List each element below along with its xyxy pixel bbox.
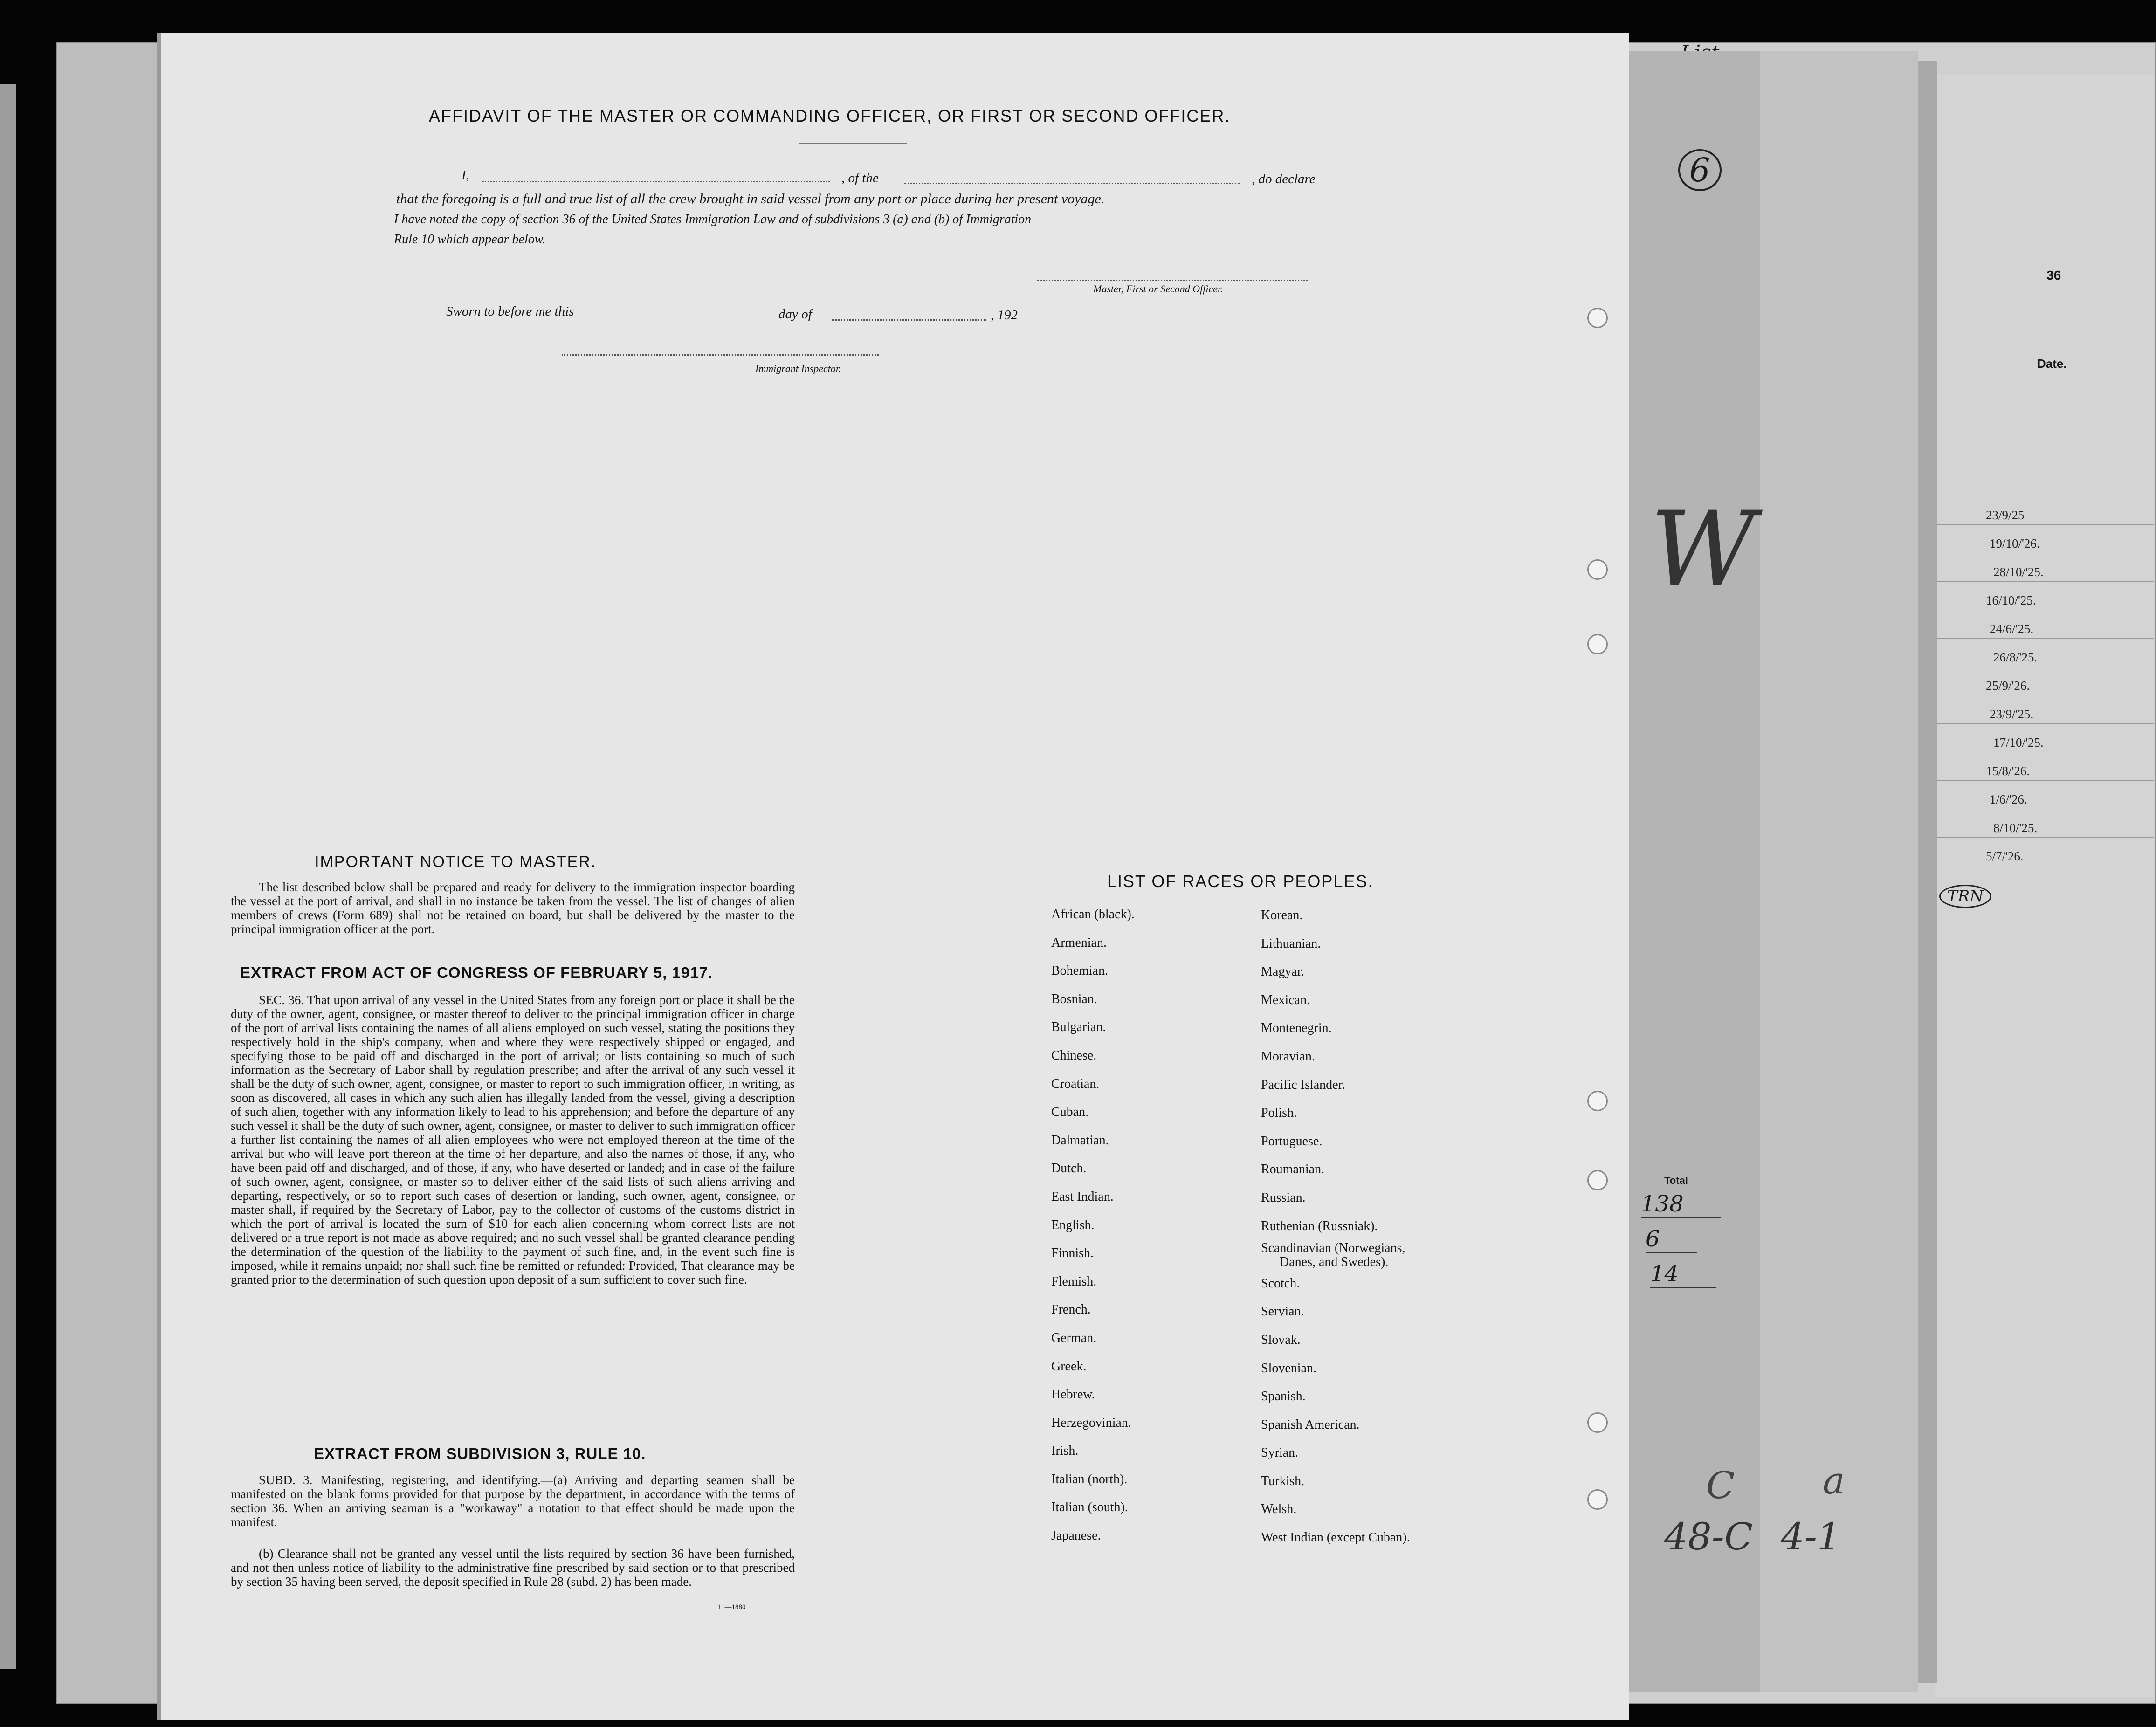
act-title: EXTRACT FROM ACT OF CONGRESS OF FEBRUARY 5, 1917.: [240, 964, 713, 981]
race-item: Ruthenian (Russniak).: [1261, 1218, 1378, 1233]
affidavit-do-declare: , do declare: [1252, 172, 1316, 186]
bottom-right-mark: 4-1: [1781, 1515, 1841, 1558]
bottom-a: a: [1823, 1459, 1845, 1502]
race-item: Italian (north).: [1051, 1472, 1128, 1486]
ruled-line: [1935, 837, 2154, 838]
race-item: Pacific Islander.: [1261, 1077, 1345, 1092]
bottom-c: C: [1706, 1464, 1735, 1507]
form-number: 11—1880: [718, 1603, 746, 1611]
binder-hole: [1587, 559, 1608, 580]
race-item: Finnish.: [1051, 1246, 1094, 1261]
affidavit-of-the: , of the: [841, 171, 879, 186]
race-item: Magyar.: [1261, 964, 1304, 979]
vessel-blank: [904, 183, 1240, 184]
binder-hole: [1587, 308, 1608, 328]
master-sig-line: [1037, 280, 1308, 281]
affidavit-line1: that the foregoing is a full and true list of all the crew brought in said vessel from any port or place during her present voyage.: [396, 191, 1105, 206]
races-column-2: [1261, 901, 1410, 1552]
race-item: Mexican.: [1261, 992, 1310, 1007]
rule-body-a: SUBD. 3. Manifesting, registering, and identifying.—(a) Arriving and departing seamen shall be manifested on the blank forms provided for that purpose by the department, in accordance with the terms of section 36. When an arriving seaman is a "workaway" a notation to that effect should be made upon the manifest.: [231, 1473, 795, 1529]
tally-value: 14: [1650, 1261, 1716, 1288]
ruled-line: [1935, 780, 2154, 781]
date-entry: 23/9/25: [1986, 508, 2025, 522]
race-item: Herzegovinian.: [1051, 1415, 1131, 1430]
race-item: Korean.: [1261, 908, 1303, 922]
day-blank: [832, 319, 986, 321]
race-item: Scandinavian (Norwegians, Danes, and Swedes).: [1261, 1240, 1410, 1270]
race-item: Spanish American.: [1261, 1417, 1360, 1432]
notice-body: The list described below shall be prepared and ready for delivery to the immigration inspector boarding the vessel at the port of arrival, and shall in no instance be taken from the vessel. The list of changes of alien members of crews (Form 689) shall not be retained on board, but shall be delivered by the master to the principal immigration officer at the port.: [231, 880, 795, 936]
race-item: African (black).: [1051, 907, 1135, 922]
race-item: Armenian.: [1051, 935, 1107, 950]
sworn-label: Sworn to before me this: [446, 304, 574, 319]
ruled-line: [1935, 723, 2154, 724]
race-item: Syrian.: [1261, 1445, 1299, 1460]
year-label: , 192: [991, 308, 1018, 323]
document-page: [161, 33, 1629, 1720]
race-item: Greek.: [1051, 1359, 1087, 1374]
race-item: Bulgarian.: [1051, 1020, 1106, 1035]
race-item: Moravian.: [1261, 1049, 1315, 1064]
date-entry: 5/7/'26.: [1986, 849, 2024, 863]
race-item: English.: [1051, 1218, 1095, 1232]
race-item: Flemish.: [1051, 1274, 1097, 1289]
race-item: Slovak.: [1261, 1332, 1301, 1347]
inspector-line: [562, 354, 879, 356]
affidavit-line3: Rule 10 which appear below.: [394, 232, 546, 247]
act-body: SEC. 36. That upon arrival of any vessel in the United States from any foreign port or place it shall be the duty of the owner, agent, consignee, or master thereof to deliver to the principal immigration officer in charge of the port of arrival lists containing the names of all aliens employed on such vessel, stating the positions they respectively hold in the ship's company, when and where they were respectively shipped or engaged, and specifying those to be paid off and discharged in the port of arrival; or lists containing so much of such information as the Secretary of Labor shall by regulation prescribe; and after the arrival of any such vessel it shall be the duty of such owner, agent, consignee, or master to report to such immigration officer, in writing, as soon as discovered, all cases in which any such alien has illegally landed from the vessel, giving a description of such alien, together with any information likely to lead to his apprehension; and before the departure of any such vessel it shall be the duty of such owner, agent, consignee, or master to deliver to such immigration officer a further list containing the names of all alien employees who were not employed thereon at the time of the arrival but who will leave port thereon at the time of her departure, and also the names of those, if any, who have been paid off and discharged, and of those, if any, who have deserted or landed; and in case of the failure of such owner, agent, consignee, or master so to deliver either of the said lists of such aliens arriving and departing, respectively, or so to report such cases of desertion or landing, such owner, agent, consignee, or master shall, if required by the Secretary of Labor, pay to the collector of customs of the customs district in which the port of arrival is located the sum of $10 for each alien concerning whom correct lists are not delivered or a true report is not made as above required; and no such vessel shall be granted clearance pending the determination of the question of the liability to the payment of such fine, and, in the event such fine is imposed, while it remains unpaid; nor shall such fine be remitted or refunded: Provided, That clearance may be granted prior to the determination of such question upon deposit of a sum sufficient to cover such fine.: [231, 993, 795, 1287]
fold-strip-middle: [1760, 51, 1918, 1692]
binder-hole: [1587, 634, 1608, 654]
race-item: Spanish.: [1261, 1389, 1306, 1404]
date-entry: 8/10/'25.: [1993, 821, 2038, 835]
day-of-label: day of: [778, 307, 812, 322]
date-entry: 23/9/'25.: [1990, 707, 2034, 721]
date-entry: 24/6/'25.: [1990, 622, 2034, 636]
race-item: Scotch.: [1261, 1276, 1300, 1291]
race-item: Chinese.: [1051, 1048, 1097, 1063]
affidavit-title: AFFIDAVIT OF THE MASTER OR COMMANDING OFFICER, OR FIRST OR SECOND OFFICER.: [429, 106, 1231, 125]
race-item: Polish.: [1261, 1106, 1297, 1121]
page-number: 36: [2046, 268, 2061, 282]
race-item: East Indian.: [1051, 1189, 1114, 1204]
race-item: Dalmatian.: [1051, 1133, 1109, 1148]
races-column-1: [1051, 901, 1135, 1550]
binder-hole: [1587, 1412, 1608, 1433]
master-sig-label: Master, First or Second Officer.: [1093, 283, 1223, 295]
date-entry: 25/9/'26.: [1986, 679, 2030, 693]
race-item: Russian.: [1261, 1190, 1306, 1205]
ruled-line: [1935, 524, 2154, 525]
binder-hole: [1587, 1170, 1608, 1190]
date-header: Date.: [2037, 357, 2067, 371]
race-item: Lithuanian.: [1261, 936, 1321, 951]
rule-body-b: (b) Clearance shall not be granted any vessel until the lists required by section 36 have been furnished, and not then unless notice of liability to the administrative fine prescribed by said section or to that prescribed by section 35 having been served, the deposit specified in Rule 28 (subd. 2) has been made.: [231, 1547, 795, 1589]
race-item: German.: [1051, 1330, 1097, 1345]
races-title: LIST OF RACES OR PEOPLES.: [1107, 872, 1374, 891]
race-item: Croatian.: [1051, 1076, 1100, 1091]
stamp-mark: TRN: [1939, 885, 1991, 908]
name-blank: [482, 181, 830, 182]
date-entry: 16/10/'25.: [1986, 593, 2036, 607]
race-item: Welsh.: [1261, 1502, 1297, 1517]
fold-strip-left: [1615, 51, 1760, 1692]
race-item: West Indian (except Cuban).: [1261, 1530, 1410, 1545]
affidavit-i: I,: [462, 168, 469, 183]
fold-strip-right: [1918, 61, 1937, 1683]
race-item: Dutch.: [1051, 1161, 1087, 1176]
race-item: Slovenian.: [1261, 1361, 1316, 1376]
race-item: French.: [1051, 1302, 1091, 1317]
inspector-label: Immigrant Inspector.: [755, 363, 841, 374]
race-item: Bohemian.: [1051, 963, 1109, 978]
tally-value: 138: [1641, 1191, 1721, 1218]
race-item: Irish.: [1051, 1444, 1079, 1459]
circle-mark: 6: [1678, 149, 1722, 191]
big-handwritten-mark: W: [1650, 489, 1756, 609]
race-item: Hebrew.: [1051, 1387, 1095, 1402]
date-entry: 28/10/'25.: [1993, 565, 2044, 579]
race-item: Japanese.: [1051, 1528, 1101, 1543]
title-rule: [799, 143, 907, 144]
race-item: Portuguese.: [1261, 1134, 1323, 1149]
tally-value: 6: [1646, 1226, 1697, 1253]
date-entry: 26/8/'25.: [1993, 650, 2038, 664]
rule-title: EXTRACT FROM SUBDIVISION 3, RULE 10.: [314, 1445, 646, 1462]
notice-title: IMPORTANT NOTICE TO MASTER.: [315, 853, 597, 871]
race-item: Bosnian.: [1051, 991, 1097, 1006]
race-item: Montenegrin.: [1261, 1021, 1332, 1036]
binder-hole: [1587, 1489, 1608, 1510]
race-item: Italian (south).: [1051, 1500, 1128, 1515]
affidavit-line2: I have noted the copy of section 36 of the United States Immigration Law and of subdivisions 3 (a) and (b) of Immigration: [394, 212, 1032, 227]
back-sheet-left-edge: [0, 84, 16, 1669]
race-item: Servian.: [1261, 1304, 1304, 1319]
ruled-line: [1935, 581, 2154, 582]
date-entry: 17/10/'25.: [1993, 736, 2044, 750]
date-entry: 19/10/'26.: [1990, 537, 2040, 550]
date-entry: 15/8/'26.: [1986, 764, 2030, 778]
race-item-continued: Danes, and Swedes).: [1280, 1255, 1389, 1270]
date-entry: 1/6/'26.: [1990, 792, 2027, 806]
tally-box: [1632, 1175, 1753, 1314]
ruled-line: [1935, 638, 2154, 639]
tally-header: Total: [1664, 1175, 1688, 1186]
race-item: Roumanian.: [1261, 1162, 1325, 1177]
bottom-left-mark: 48-C: [1664, 1515, 1753, 1558]
binder-hole: [1587, 1091, 1608, 1111]
race-item: Cuban.: [1051, 1105, 1089, 1120]
race-item: Turkish.: [1261, 1473, 1305, 1488]
